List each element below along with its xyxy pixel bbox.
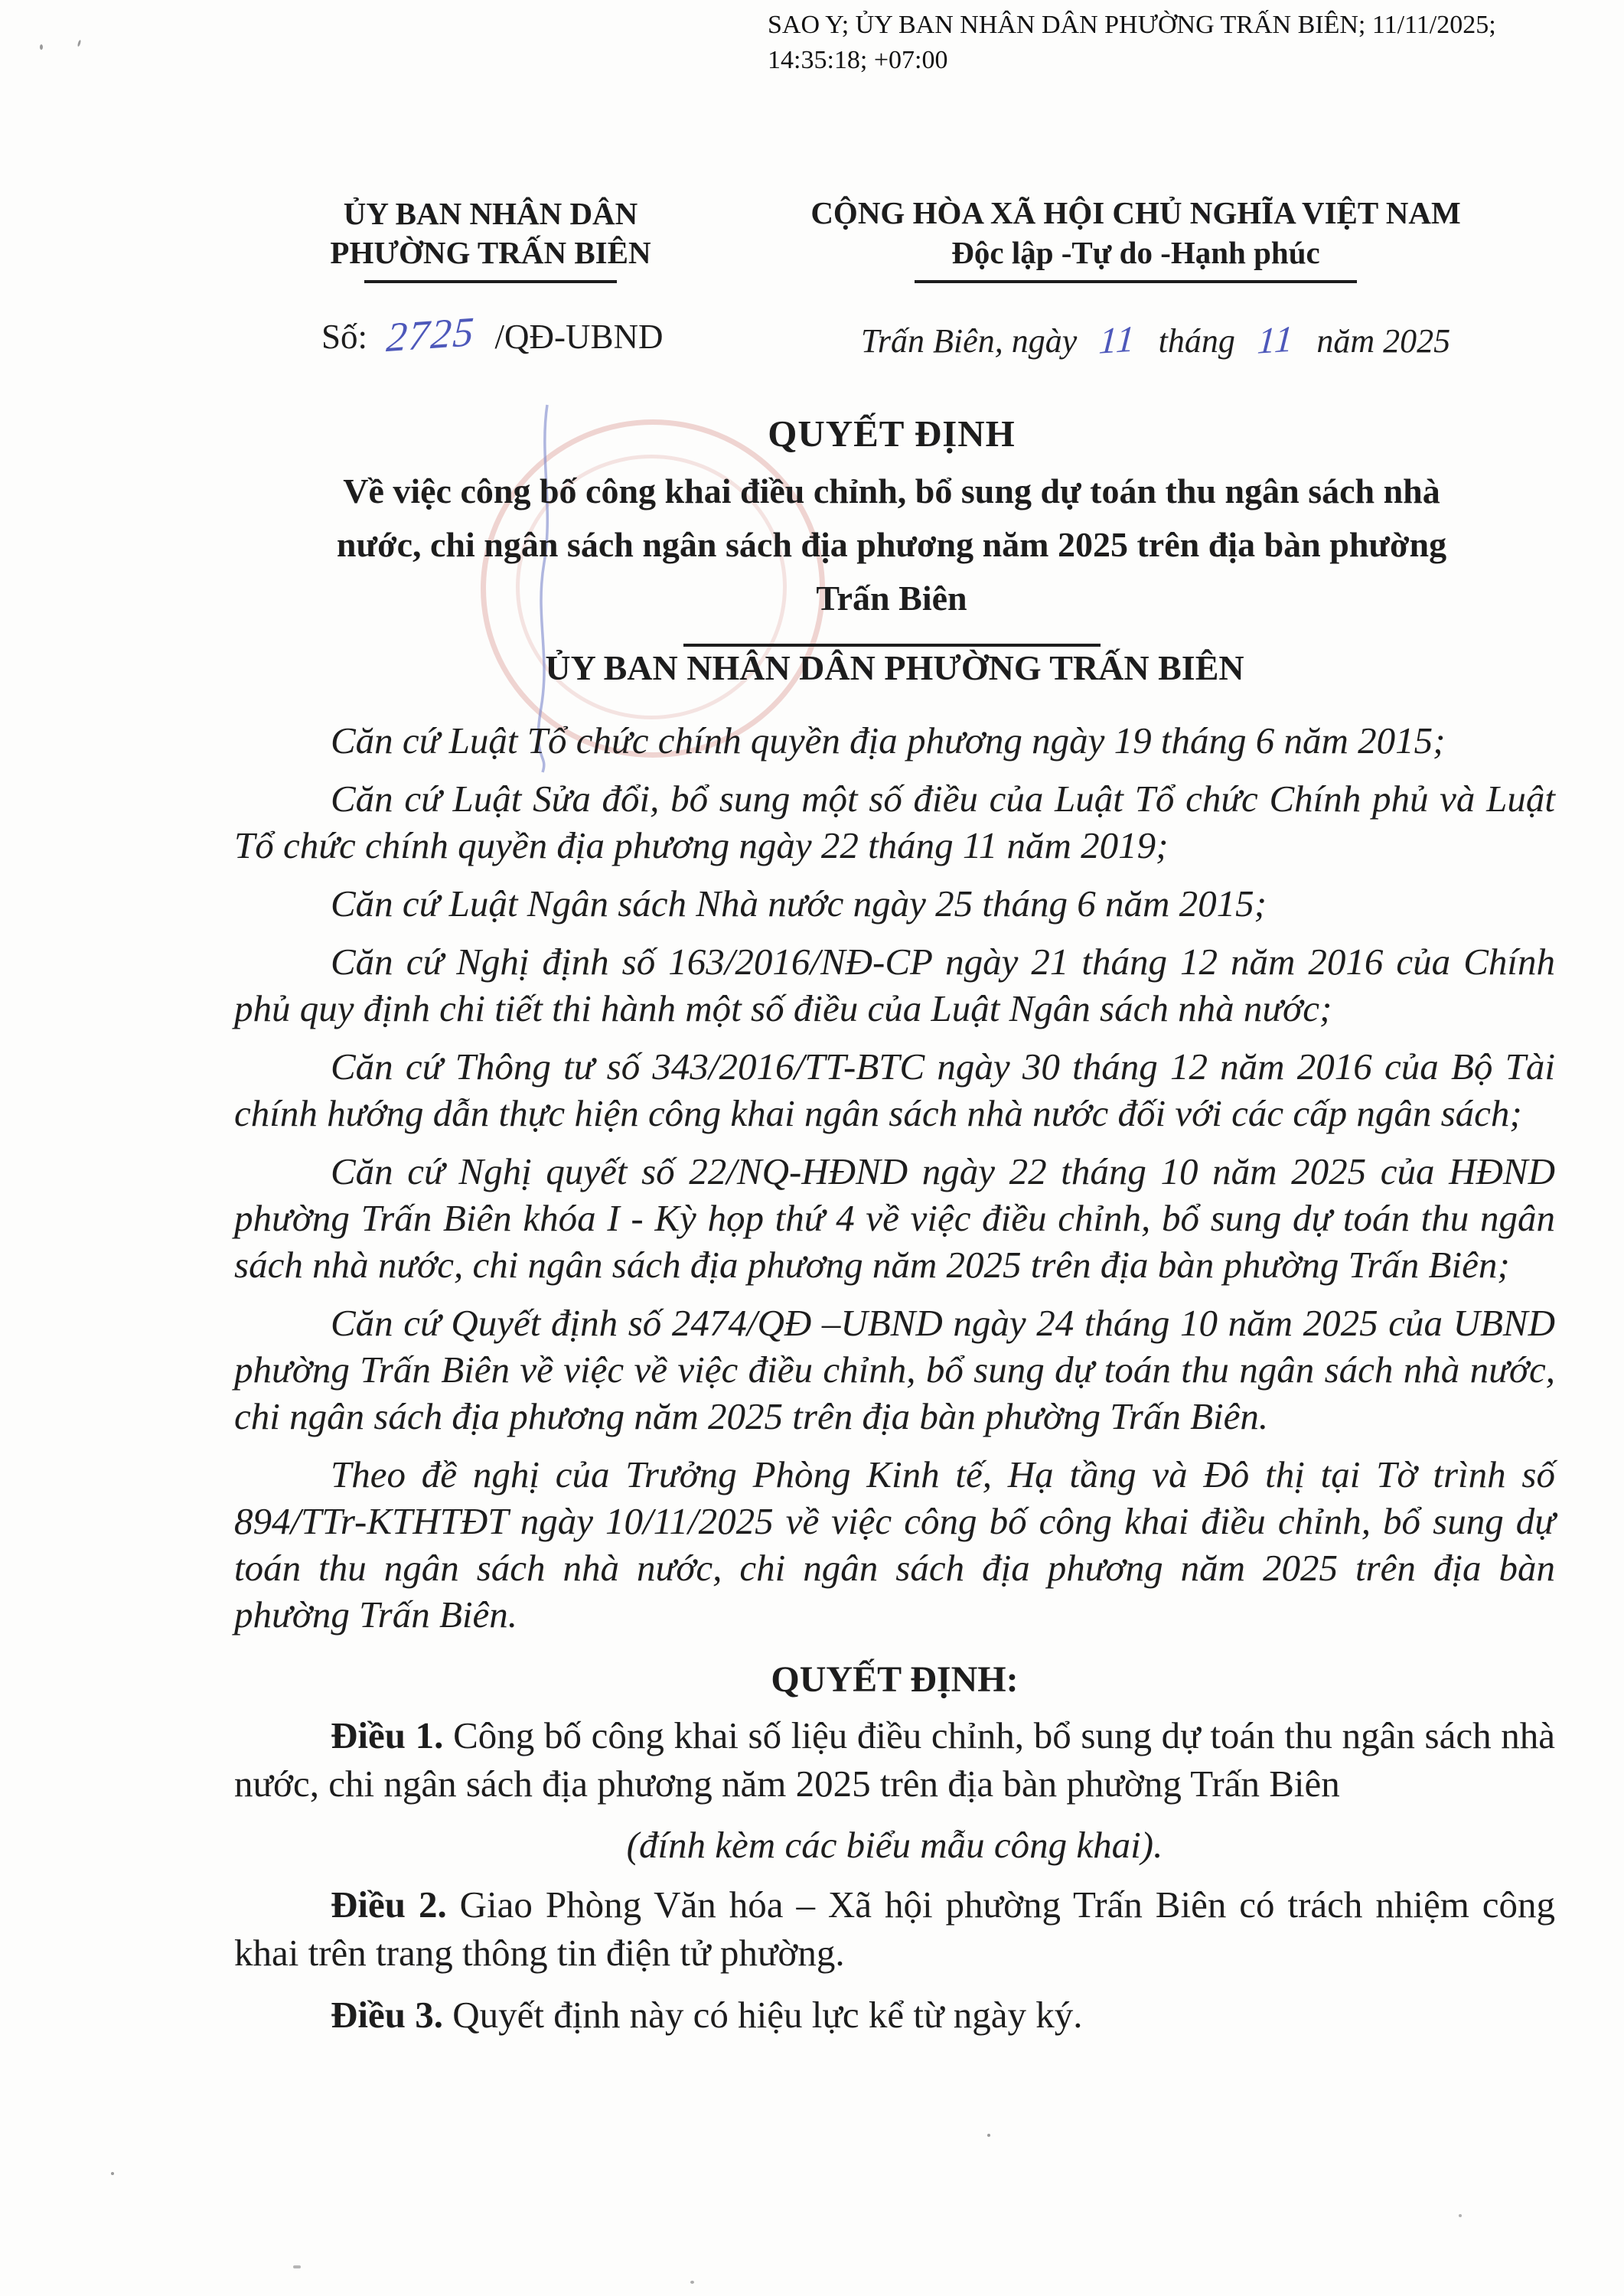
date-place: Trấn Biên, ngày [860, 322, 1078, 360]
attachment-note: (đính kèm các biểu mẫu công khai). [626, 1824, 1163, 1866]
handwritten-doc-number: 2725 [385, 308, 478, 361]
article-1 [234, 1711, 1555, 1808]
agency-name-line-1: ỦY BAN NHÂN DÂN [343, 196, 638, 231]
subject-line-3: Trấn Biên [816, 579, 967, 618]
scan-speck [690, 2281, 694, 2284]
scan-speck [111, 2172, 114, 2175]
article-2-text: Giao Phòng Văn hóa – Xã hội phường Trấn Biên có trách nhiệm công khai trên trang thông tin điện tử phường. [234, 1883, 1556, 1974]
handwritten-day: 11 [1097, 318, 1138, 362]
subject-line-2: nước, chi ngân sách ngân sách địa phương năm 2025 trên địa bàn phường [336, 525, 1447, 564]
scan-speck [77, 40, 82, 47]
preamble-paragraph-8: Theo đề nghị của Trưởng Phòng Kinh tế, Hạ tầng và Đô thị tại Tờ trình số 894/TTr-KTHTĐT ngày 10/11/2025 về việc công bố công khai điều chỉnh, bổ sung dự toán thu ngân sách nhà nước, chi ngân sách địa phương năm 2025 trên địa bàn phường Trấn Biên. [234, 1453, 1555, 1636]
article-1-label: Điều 1. [331, 1714, 444, 1756]
article-1-text: Công bố công khai số liệu điều chỉnh, bổ sung dự toán thu ngân sách nhà nước, chi ngân sách địa phương năm 2025 trên địa bàn phường Trấn Biên [234, 1714, 1556, 1805]
preamble-paragraph-4: Căn cứ Nghị định số 163/2016/NĐ-CP ngày 21 tháng 12 năm 2016 của Chính phủ quy định chi tiết thi hành một số điều của Luật Ngân sách nhà nước; [234, 941, 1555, 1029]
article-2-label: Điều 2. [331, 1883, 447, 1926]
document-body [234, 647, 1555, 2053]
date-year: năm 2025 [1316, 322, 1451, 360]
preamble-paragraph-1: Căn cứ Luật Tổ chức chính quyền địa phương ngày 19 tháng 6 năm 2015; [331, 719, 1446, 762]
article-2 [234, 1880, 1555, 1977]
issuing-agency-block [297, 194, 684, 283]
article-3 [234, 1991, 1555, 2039]
title-block [230, 412, 1554, 647]
certification-line-2: 14:35:18; +07:00 [768, 46, 948, 74]
issuer-heading: ỦY BAN NHÂN DÂN PHƯỜNG TRẤN BIÊN [545, 648, 1244, 687]
scan-speck [1459, 2214, 1462, 2217]
certification-line-1: SAO Y; ỦY BAN NHÂN DÂN PHƯỜNG TRẤN BIÊN; 11/11/2025; [768, 11, 1496, 39]
preamble-paragraph-2: Căn cứ Luật Sửa đổi, bổ sung một số điều của Luật Tổ chức Chính phủ và Luật Tổ chức chính quyền địa phương ngày 22 tháng 11 năm 2019; [234, 778, 1555, 866]
decision-title: QUYẾT ĐỊNH [768, 413, 1016, 455]
national-name: CỘNG HÒA XÃ HỘI CHỦ NGHĨA VIỆT NAM [810, 195, 1461, 230]
document-number [321, 308, 664, 361]
handwritten-month: 11 [1256, 318, 1296, 362]
preamble-paragraph-7: Căn cứ Quyết định số 2474/QĐ –UBND ngày 24 tháng 10 năm 2025 của UBND phường Trấn Biên về việc về việc điều chỉnh, bổ sung dự toán thu ngân sách nhà nước, chi ngân sách địa phương năm 2025 trên địa bàn phường Trấn Biên. [234, 1302, 1555, 1437]
article-3-text: Quyết định này có hiệu lực kể từ ngày ký. [452, 1994, 1083, 2036]
article-3-label: Điều 3. [331, 1994, 443, 2036]
preamble-paragraph-6: Căn cứ Nghị quyết số 22/NQ-HĐND ngày 22 tháng 10 năm 2025 của HĐND phường Trấn Biên khóa I - Kỳ họp thứ 4 về việc điều chỉnh, bổ sung dự toán thu ngân sách nhà nước, chi ngân sách địa phương năm 2025 trên địa bàn phường Trấn Biên; [234, 1150, 1555, 1286]
agency-name-line-2: PHƯỜNG TRẤN BIÊN [330, 235, 651, 270]
decision-subject [230, 465, 1554, 625]
preamble-paragraph-3: Căn cứ Luật Ngân sách Nhà nước ngày 25 tháng 6 năm 2015; [331, 882, 1267, 925]
date-line [811, 318, 1500, 362]
motto-underline [915, 280, 1357, 283]
motto-line: Độc lập -Tự do -Hạnh phúc [951, 235, 1320, 270]
preamble-paragraph-5: Căn cứ Thông tư số 343/2016/TT-BTC ngày 30 tháng 12 năm 2016 của Bộ Tài chính hướng dẫn thực hiện công khai ngân sách nhà nước đối với các cấp ngân sách; [234, 1045, 1555, 1134]
agency-underline [364, 280, 617, 283]
certification-stamp-text [768, 8, 1496, 78]
scan-speck [987, 2134, 990, 2137]
subject-line-1: Về việc công bố công khai điều chỉnh, bổ sung dự toán thu ngân sách nhà [343, 471, 1440, 510]
doc-number-label: Số: [321, 318, 368, 356]
national-motto-block [765, 193, 1506, 283]
date-thang: tháng [1158, 322, 1235, 360]
scan-speck [293, 2265, 301, 2268]
order-heading: QUYẾT ĐỊNH: [771, 1659, 1019, 1700]
scan-speck [40, 44, 43, 50]
doc-number-suffix: /QĐ-UBND [494, 318, 664, 356]
